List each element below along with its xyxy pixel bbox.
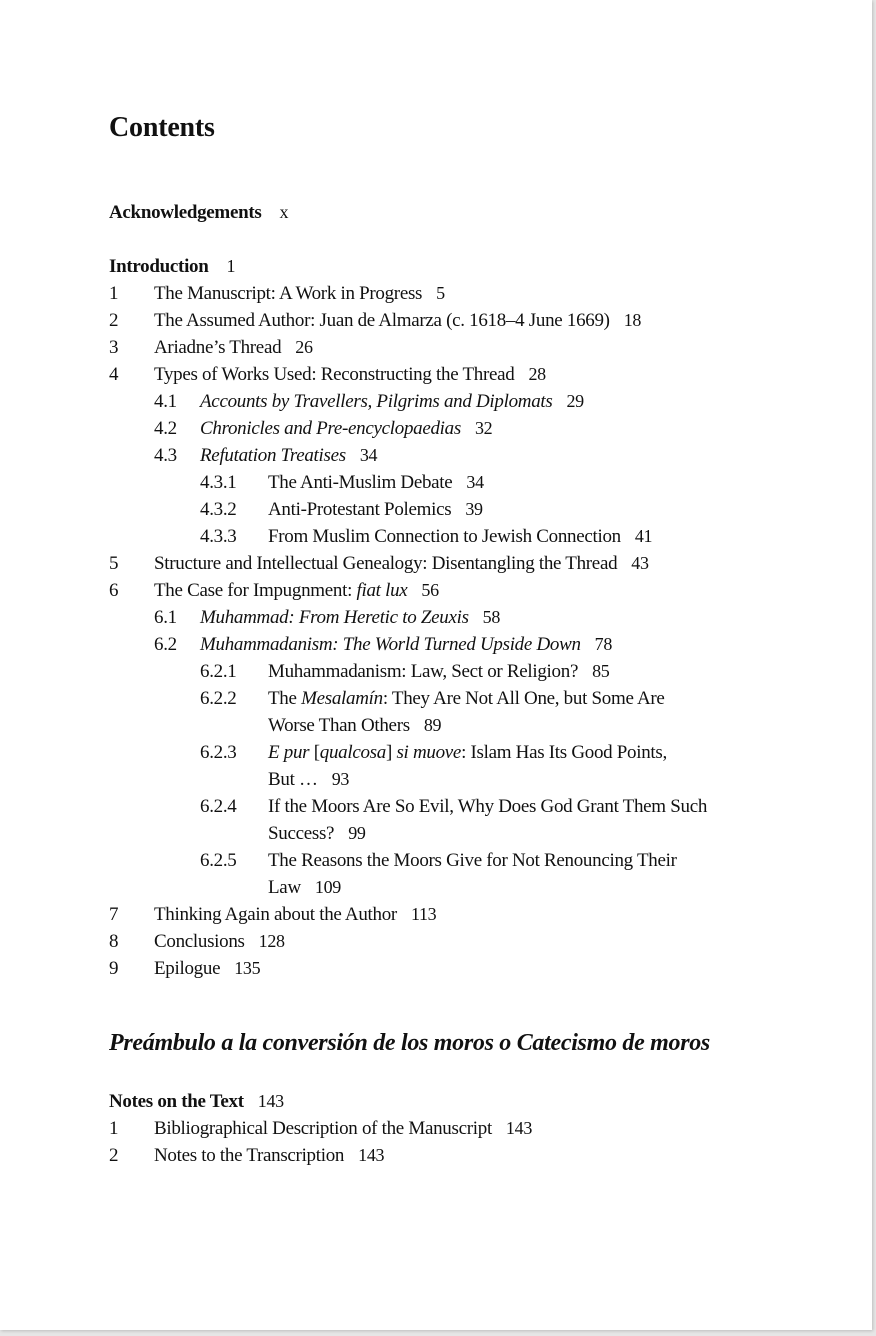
entry-label: : They Are Not All One, but Some Are <box>382 688 665 709</box>
entry-label: The Case for Impugnment: <box>154 580 357 601</box>
entry-label-italic: qualcosa <box>319 742 386 763</box>
entry-label: But … <box>268 769 318 790</box>
entry-page: 56 <box>421 580 439 600</box>
entry-page: 143 <box>257 1091 284 1111</box>
toc-entry-introduction[interactable] <box>109 253 235 280</box>
entry-number: 6.2.3 <box>200 742 237 763</box>
toc-entry-notes-on-text[interactable] <box>109 1088 284 1115</box>
entry-page: 26 <box>295 337 313 357</box>
page-title: Contents <box>109 112 215 143</box>
entry-page: 1 <box>226 256 236 276</box>
entry-page: 39 <box>465 499 483 519</box>
entry-label-italic: Mesalamín <box>301 688 383 709</box>
entry-label-italic: E pur <box>268 742 310 763</box>
entry-number: 4.3.1 <box>200 472 237 493</box>
entry-number: 4 <box>109 364 119 385</box>
toc-entry-acknowledgements[interactable] <box>109 199 288 226</box>
entry-page: 32 <box>474 418 493 438</box>
entry-number: 4.3 <box>154 445 177 466</box>
entry-number: 6.2.4 <box>200 796 237 817</box>
entry-number: 6.2 <box>154 634 177 655</box>
entry-page: 34 <box>466 472 484 492</box>
entry-page: 58 <box>482 607 501 627</box>
entry-label: Epilogue <box>154 958 221 979</box>
entry-page: 29 <box>566 391 584 411</box>
entry-number: 1 <box>109 283 119 304</box>
entry-page: 5 <box>436 283 445 303</box>
entry-page: 113 <box>410 904 437 924</box>
entry-label: Bibliographical Description of the Manuscript <box>154 1118 492 1139</box>
entry-label: ] <box>385 742 397 763</box>
entry-number: 2 <box>109 1145 119 1166</box>
entry-label: Law <box>268 877 301 898</box>
entry-label: Notes on the Text <box>109 1091 244 1112</box>
entry-page: 85 <box>592 661 610 681</box>
entry-label: Muhammadanism: Law, Sect or Religion? <box>268 661 579 682</box>
entry-label: Muhammad: From Heretic to Zeuxis <box>200 607 469 628</box>
entry-label: Notes to the Transcription <box>154 1145 345 1166</box>
entry-label: The Assumed Author: Juan de Almarza (c. 1618–4 June 1669) <box>154 310 610 331</box>
entry-label: [ <box>309 742 320 763</box>
entry-label: If the Moors Are So Evil, Why Does God Grant Them Such <box>268 796 708 817</box>
entry-label: Refutation Treatises <box>200 445 346 466</box>
entry-number: 6.2.5 <box>200 850 237 871</box>
entry-label-italic: si muove <box>396 742 462 763</box>
entry-number: 3 <box>109 337 119 358</box>
entry-label: Structure and Intellectual Genealogy: Disentangling the Thread <box>154 553 618 574</box>
entry-number: 4.3.3 <box>200 526 237 547</box>
entry-page: 135 <box>234 958 261 978</box>
entry-label: Acknowledgements <box>109 202 262 223</box>
entry-label: : Islam Has Its Good Points, <box>461 742 667 763</box>
entry-label: The <box>268 688 302 709</box>
entry-number: 4.3.2 <box>200 499 237 520</box>
entry-number: 7 <box>109 904 119 925</box>
entry-page: x <box>279 202 289 222</box>
entry-number: 6.1 <box>154 607 177 628</box>
entry-label: Types of Works Used: Reconstructing the Thread <box>154 364 515 385</box>
entry-page: 99 <box>348 823 366 843</box>
entry-number: 8 <box>109 931 119 952</box>
entry-number: 2 <box>109 310 119 331</box>
entry-page: 89 <box>423 715 442 735</box>
entry-label: Chronicles and Pre-encyclopaedias <box>200 418 461 439</box>
entry-page: 143 <box>358 1145 385 1165</box>
entry-page: 18 <box>623 310 642 330</box>
entry-page: 93 <box>331 769 350 789</box>
entry-page: 78 <box>594 634 613 654</box>
entry-number: 9 <box>109 958 119 979</box>
entry-page: 143 <box>505 1118 533 1138</box>
entry-label: Introduction <box>109 256 209 277</box>
entry-label: Success? <box>268 823 335 844</box>
entry-page: 109 <box>314 877 341 897</box>
entry-label: Muhammadanism: The World Turned Upside Down <box>200 634 581 655</box>
entry-label: The Anti-Muslim Debate <box>268 472 453 493</box>
entry-label: Conclusions <box>154 931 245 952</box>
entry-number: 4.2 <box>154 418 177 439</box>
entry-label: Anti-Protestant Polemics <box>268 499 452 520</box>
entry-page: 128 <box>258 931 285 951</box>
entry-page: 41 <box>634 526 653 546</box>
entry-label: From Muslim Connection to Jewish Connection <box>268 526 621 547</box>
entry-label: The Reasons the Moors Give for Not Renouncing Their <box>268 850 677 871</box>
entry-number: 6 <box>109 580 119 601</box>
entry-label: Thinking Again about the Author <box>154 904 397 925</box>
entry-label-italic: fiat lux <box>356 580 408 601</box>
entry-label: Worse Than Others <box>268 715 410 736</box>
entry-number: 6.2.2 <box>200 688 237 709</box>
entry-number: 1 <box>109 1118 119 1139</box>
entry-number: 4.1 <box>154 391 177 412</box>
part-title: Preámbulo a la conversión de los moros o Catecismo de moros <box>109 1030 710 1056</box>
entry-label: The Manuscript: A Work in Progress <box>154 283 423 304</box>
entry-page: 43 <box>631 553 649 573</box>
entry-page: 34 <box>359 445 378 465</box>
entry-label: Accounts by Travellers, Pilgrims and Diplomats <box>200 391 553 412</box>
entry-number: 5 <box>109 553 119 574</box>
entry-number: 6.2.1 <box>200 661 237 682</box>
entry-label: Ariadne’s Thread <box>154 337 282 358</box>
entry-page: 28 <box>528 364 546 384</box>
